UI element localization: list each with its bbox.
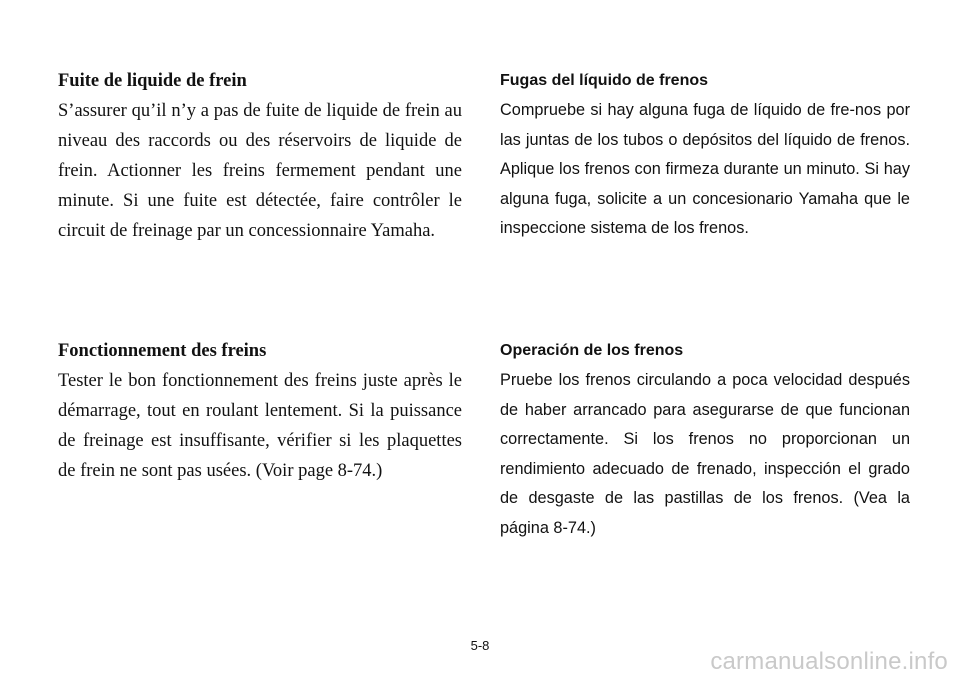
spanish-section-brake-operation <box>500 336 910 544</box>
page-number: 5-8 <box>470 638 490 653</box>
french-section-brake-operation <box>58 336 462 486</box>
french-section-body: Tester le bon fonctionnement des freins juste après le démarrage, tout en roulant lentement. Si la puissance de freinage est insuffisante, vérifier si les plaquettes de frein ne sont pas usées. (Voir page 8-74.) <box>58 371 462 481</box>
spanish-section-title: Fugas del líquido de frenos <box>500 72 709 89</box>
spanish-section-title: Operación de los frenos <box>500 342 684 359</box>
watermark: carmanualsonline.info <box>710 648 948 675</box>
spanish-section-brake-fluid-leak <box>500 66 910 244</box>
french-section-title: Fuite de liquide de frein <box>58 71 247 91</box>
french-section-body: S’assurer qu’il n’y a pas de fuite de liquide de frein au niveau des raccords ou des réservoirs de liquide de frein. Actionner les freins fermement pendant une minute. Si une fuite est détectée, faire contrôler le circuit de freinage par un concessionnaire Yamaha. <box>58 101 462 241</box>
french-section-brake-fluid-leak <box>58 66 462 246</box>
spanish-section-body: Pruebe los frenos circulando a poca velocidad después de haber arrancado para asegurarse de que funcionan correctamente. Si los frenos no proporcionan un rendimiento adecuado de frenado, inspección el grado de desgaste de las pastillas de los frenos. (Vea la página 8-74.) <box>500 371 910 537</box>
french-section-title: Fonctionnement des freins <box>58 341 267 361</box>
spanish-section-body: Compruebe si hay alguna fuga de líquido de fre-nos por las juntas de los tubos o depósitos del líquido de frenos. Aplique los frenos con firmeza durante un minuto. Si hay alguna fuga, solicite a un concesionario Yamaha que le inspeccione sistema de los frenos. <box>500 101 910 238</box>
